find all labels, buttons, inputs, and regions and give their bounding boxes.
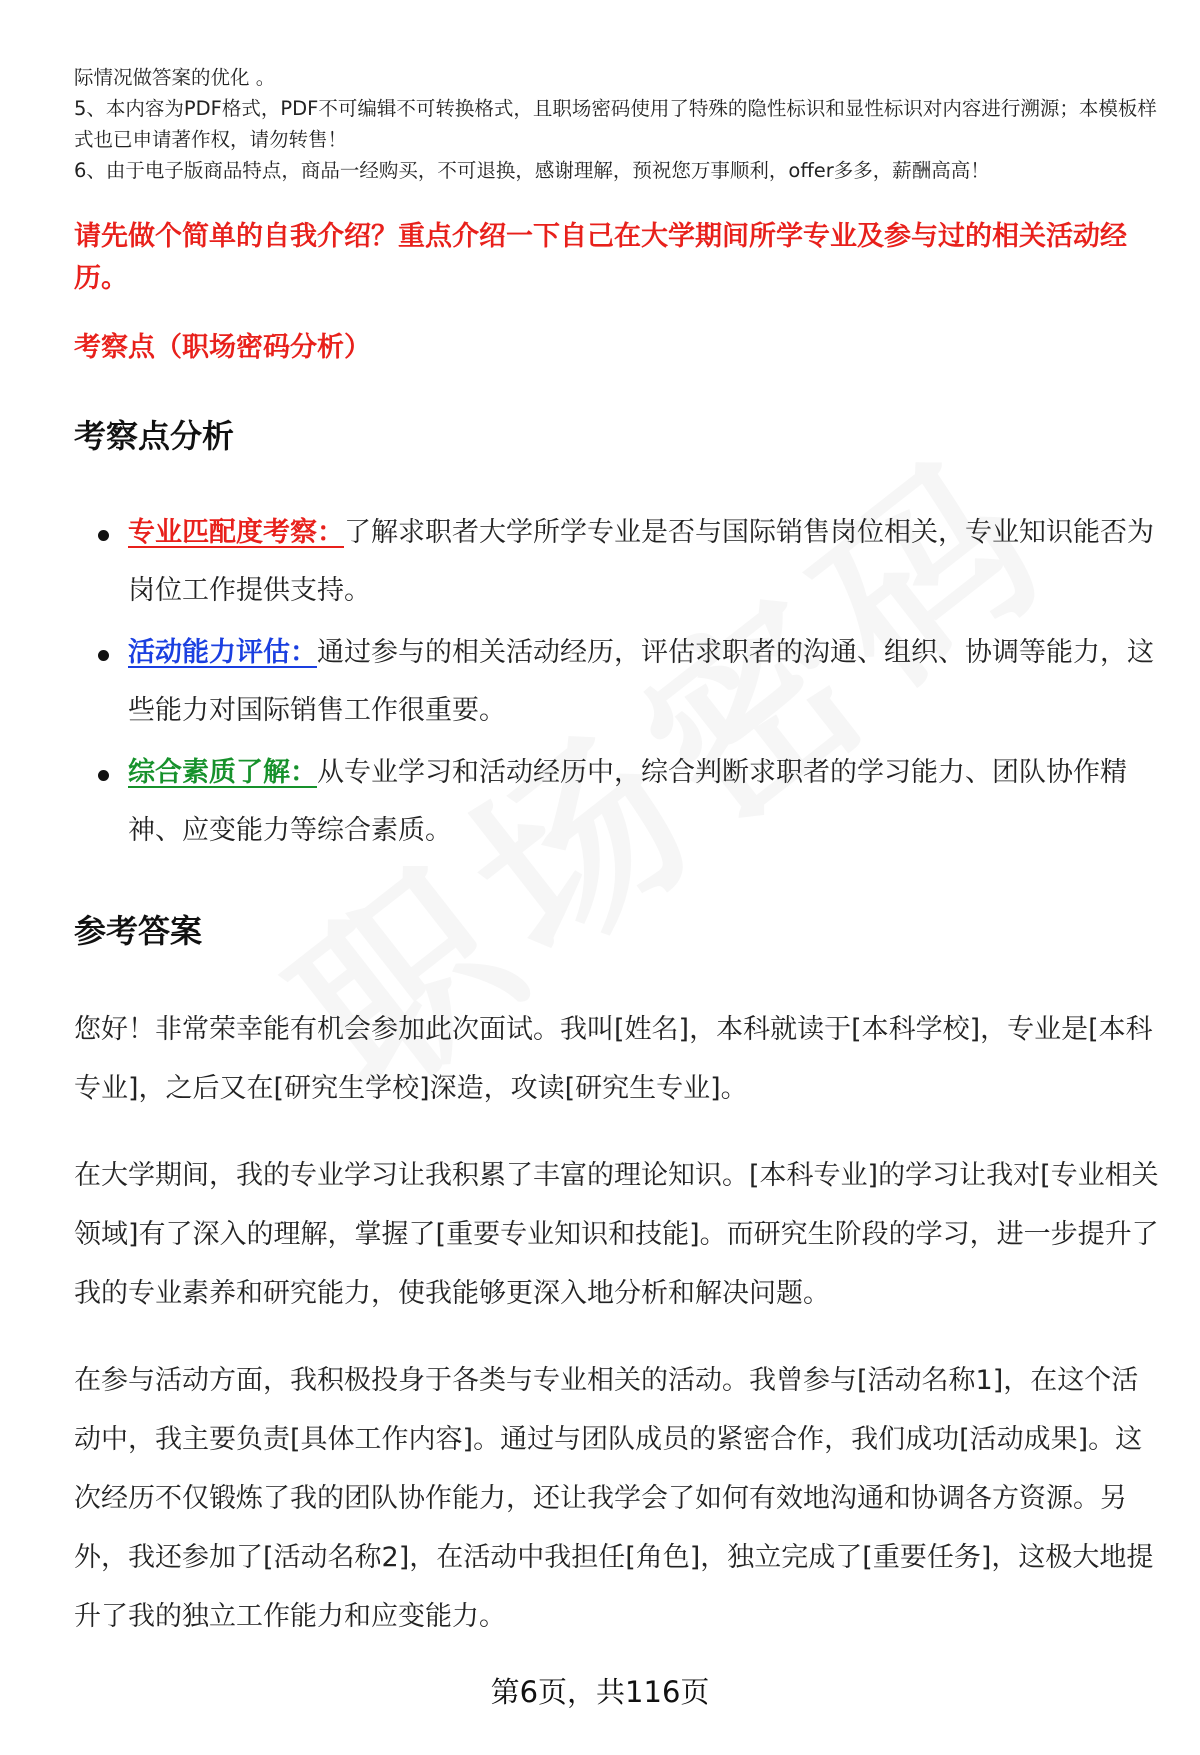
answer-paragraph: 在参与活动方面，我积极投身于各类与专业相关的活动。我曾参与[活动名称1]，在这个活动中，我主要负责[具体工作内容]。通过与团队成员的紧密合作，我们成功[活动成果]。这次经历不仅锻炼了我的团队协作能力，还让我学会了如何有效地沟通和协调各方资源。另外，我还参加了[活动名称2]，在活动中我担任[角色]，独立完成了[重要任务]，这极大地提升了我的独立工作能力和应变能力。 (74, 1365, 1154, 1632)
notes-block (74, 62, 1164, 186)
answer-paragraph: 您好！非常荣幸能有机会参加此次面试。我叫[姓名]，本科就读于[本科学校]，专业是[本科专业]，之后又在[研究生学校]深造，攻读[研究生专业]。 (74, 1014, 1153, 1104)
bullet-icon (98, 650, 109, 661)
interview-question: 请先做个简单的自我介绍？重点介绍一下自己在大学期间所学专业及参与过的相关活动经历。 (74, 221, 1127, 294)
analysis-keyword: 综合素质了解： (128, 757, 317, 788)
analysis-item (74, 504, 1154, 620)
analysis-keyword: 活动能力评估： (128, 637, 317, 668)
kaochadian-label: 考察点（职场密码分析） (74, 332, 371, 363)
analysis-text: 了解求职者大学所学专业是否与国际销售岗位相关，专业知识能否为岗位工作提供支持。 (128, 517, 1154, 606)
analysis-text: 从专业学习和活动经历中，综合判断求职者的学习能力、团队协作精神、应变能力等综合素质。 (128, 757, 1127, 846)
note-line: 际情况做答案的优化 。 (74, 66, 276, 89)
analysis-item (74, 624, 1154, 740)
answer-body (74, 1000, 1164, 1674)
analysis-list (74, 504, 1154, 864)
analysis-item (74, 744, 1154, 860)
analysis-keyword: 专业匹配度考察： (128, 517, 344, 548)
page-footer: 第6页，共116页 (490, 1675, 710, 1709)
answer-heading: 参考答案 (74, 912, 203, 950)
bullet-icon (98, 770, 109, 781)
analysis-heading: 考察点分析 (74, 417, 235, 455)
answer-paragraph: 在大学期间，我的专业学习让我积累了丰富的理论知识。[本科专业]的学习让我对[专业相关领域]有了深入的理解，掌握了[重要专业知识和技能]。而研究生阶段的学习，进一步提升了我的专业素养和研究能力，使我能够更深入地分析和解决问题。 (74, 1160, 1159, 1309)
note-line: 5、本内容为PDF格式，PDF不可编辑不可转换格式，且职场密码使用了特殊的隐性标识和显性标识对内容进行溯源；本模板样式也已申请著作权，请勿转售！ (74, 97, 1157, 151)
note-line: 6、由于电子版商品特点，商品一经购买，不可退换，感谢理解，预祝您万事顺利，offer多多，薪酬高高！ (74, 159, 990, 182)
bullet-icon (98, 530, 109, 541)
analysis-text: 通过参与的相关活动经历，评估求职者的沟通、组织、协调等能力，这些能力对国际销售工作很重要。 (128, 637, 1154, 726)
